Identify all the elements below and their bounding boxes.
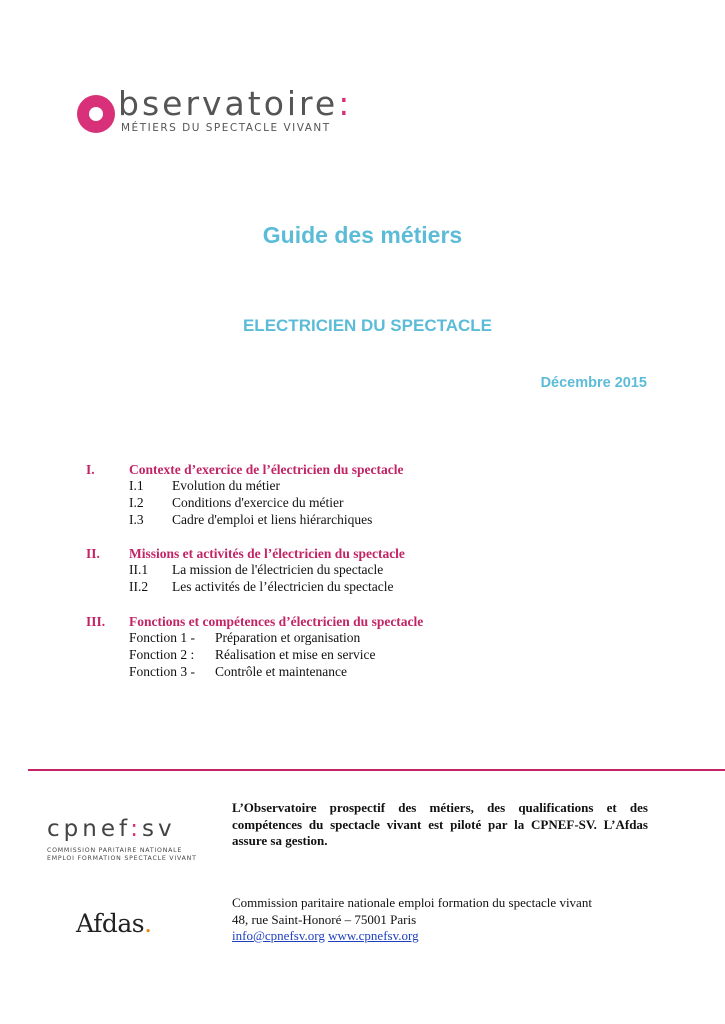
- document-date: Décembre 2015: [540, 375, 647, 391]
- toc-item: I.1 Evolution du métier: [129, 478, 280, 493]
- toc-section-title: Missions et activités de l’électricien du spectacle: [129, 546, 405, 562]
- toc-section-3: [86, 613, 646, 680]
- toc-item: Fonction 2 : Réalisation et mise en service: [129, 646, 376, 662]
- toc-section-number: I.: [86, 462, 95, 477]
- observatoire-logo-subtitle: MÉTIERS DU SPECTACLE VIVANT: [121, 122, 331, 134]
- toc-item: II.1 La mission de l'électricien du spectacle: [129, 562, 384, 578]
- toc-item: I.3 Cadre d'emploi et liens hiérarchiques: [129, 511, 373, 527]
- observatoire-note: L’Observatoire prospectif des métiers, des qualifications et des compétences du spectacle vivant est piloté par la CPNEF-SV. L’Afdas assure sa gestion.: [232, 800, 648, 848]
- website-link[interactable]: www.cpnefsv.org: [328, 928, 419, 943]
- document-subtitle: ELECTRICIEN DU SPECTACLE: [242, 316, 493, 335]
- toc-item: Fonction 1 - Préparation et organisation: [129, 629, 361, 645]
- toc-section-2: [86, 545, 646, 596]
- table-of-contents: [86, 461, 646, 697]
- toc-section-1: [86, 461, 646, 528]
- cpnef-logo: cpnef:sv: [47, 816, 176, 842]
- toc-section-number: III.: [86, 613, 106, 629]
- toc-section-title: Fonctions et compétences d’électricien du spectacle: [129, 613, 424, 629]
- observatoire-logo-text: bservatoire:: [118, 84, 353, 123]
- toc-item: I.2 Conditions d'exercice du métier: [129, 494, 344, 510]
- divider-line: [28, 769, 725, 771]
- cpnef-logo-subtitle: COMMISSION PARITAIRE NATIONALE EMPLOI FORMATION SPECTACLE VIVANT: [47, 847, 197, 862]
- toc-item: II.2 Les activités de l’électricien du spectacle: [129, 579, 394, 595]
- toc-item: Fonction 3 - Contrôle et maintenance: [129, 663, 347, 679]
- observatoire-logo-o: [77, 95, 115, 133]
- contact-address: 48, rue Saint-Honoré – 75001 Paris: [232, 911, 417, 927]
- contact-organisation: Commission paritaire nationale emploi formation du spectacle vivant: [232, 895, 592, 910]
- toc-section-number: II.: [86, 546, 100, 562]
- toc-section-title: Contexte d’exercice de l’électricien du spectacle: [129, 462, 404, 477]
- afdas-logo: Afdas.: [76, 909, 152, 938]
- contact-block: [232, 895, 592, 945]
- page-title: Guide des métiers: [262, 222, 463, 248]
- email-link[interactable]: info@cpnefsv.org: [232, 928, 325, 943]
